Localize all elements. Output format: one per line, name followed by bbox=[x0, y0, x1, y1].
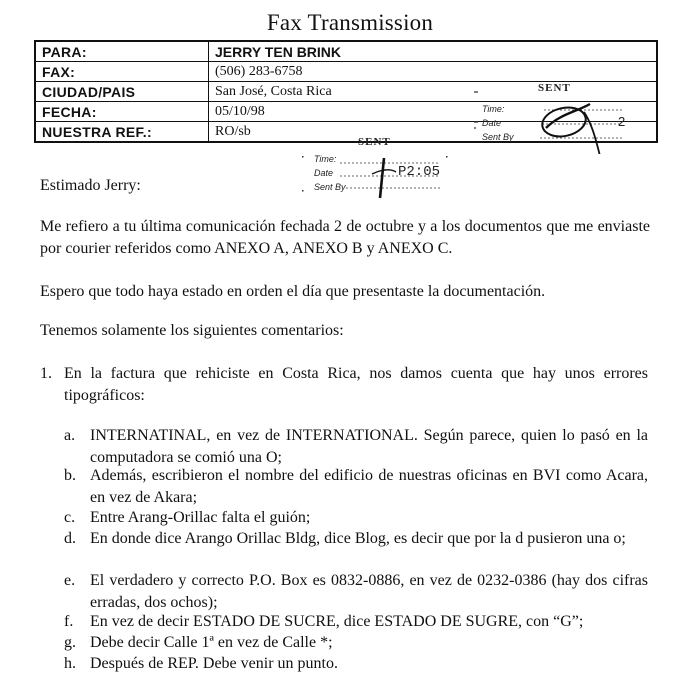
subitem-c-marker: c. bbox=[64, 509, 76, 526]
fax-title: Fax Transmission bbox=[266, 10, 434, 35]
subitem-g-marker: g. bbox=[64, 634, 76, 651]
subitem-g-text: Debe decir Calle 1ª en vez de Calle *; bbox=[90, 634, 333, 651]
subitem-e-text: El verdadero y correcto P.O. Box es 0832-0886, en vez de 0232-0386 (hay dos cifras erradas, dos ochos); bbox=[90, 572, 648, 611]
stamp1-time-label: Time: bbox=[482, 104, 505, 114]
subitem-f-marker: f. bbox=[64, 613, 74, 630]
header-label-fecha: FECHA: bbox=[35, 102, 209, 122]
stamp-scribble-1 bbox=[472, 84, 672, 154]
subitem-a-marker: a. bbox=[64, 427, 76, 444]
stamp2-date-label: Date bbox=[314, 168, 334, 178]
subitem-a-text: INTERNATINAL, en vez de INTERNATIONAL. Según parece, quien lo pasó en la computadora se comió una O; bbox=[90, 427, 648, 466]
header-label-ciudad: CIUDAD/PAIS bbox=[35, 82, 209, 102]
paragraph-2: Espero que todo haya estado en orden el día que presentaste la documentación. bbox=[40, 283, 546, 300]
paragraph-3: Tenemos solamente los siguientes comentarios: bbox=[40, 322, 344, 339]
stamp1-date-label: Date bbox=[482, 118, 502, 128]
list-item-1-text: En la factura que rehiciste en Costa Rica, nos damos cuenta que hay unos errores tipográficos: bbox=[64, 365, 648, 404]
subitem-d-marker: d. bbox=[64, 530, 76, 547]
subitem-f-text: En vez de decir ESTADO DE SUCRE, dice ESTADO DE SUGRE, con “G”; bbox=[90, 613, 584, 630]
greeting: Estimado Jerry: bbox=[40, 177, 141, 194]
header-value-para: JERRY TEN BRINK bbox=[209, 41, 658, 62]
subitem-b-marker: b. bbox=[64, 467, 76, 484]
header-row-para bbox=[35, 41, 657, 62]
subitem-h-text: Después de REP. Debe venir un punto. bbox=[90, 655, 338, 672]
subitem-c-text: Entre Arang-Orillac falta el guión; bbox=[90, 509, 311, 526]
sent-stamp-1 bbox=[472, 84, 672, 154]
stamp1-date-value: 2 bbox=[618, 114, 626, 129]
header-value-ciudad: San José, Costa Rica bbox=[209, 82, 658, 102]
stamp2-date-value: P2:05 bbox=[398, 164, 441, 180]
subitem-b-text: Además, escribieron el nombre del edificio de nuestras oficinas en BVI como Acara, en vez de Akara; bbox=[90, 467, 648, 506]
header-value-fax: (506) 283-6758 bbox=[209, 62, 658, 82]
header-label-para: PARA: bbox=[35, 41, 209, 62]
header-label-fax: FAX: bbox=[35, 62, 209, 82]
header-value-ref: RO/sb bbox=[209, 122, 658, 143]
stamp2-sent-label: SENT bbox=[358, 136, 391, 148]
header-row-fax bbox=[35, 62, 657, 82]
list-item-1-marker: 1. bbox=[40, 365, 52, 382]
paragraph-1: Me refiero a tu última comunicación fechada 2 de octubre y a los documentos que me enviaste por courier referidos como ANEXO A, ANEXO B y ANEXO C. bbox=[40, 218, 650, 257]
header-value-fecha: 05/10/98 bbox=[209, 102, 658, 122]
stamp1-sentby-label: Sent By bbox=[482, 132, 514, 142]
stamp1-sent-label: SENT bbox=[538, 82, 571, 94]
subitem-h-marker: h. bbox=[64, 655, 76, 672]
subitem-d-text: En donde dice Arango Orillac Bldg, dice Blog, es decir que por la d pusieron una o; bbox=[90, 530, 626, 547]
header-label-ref: NUESTRA REF.: bbox=[35, 122, 209, 143]
stamp2-time-label: Time: bbox=[314, 154, 337, 164]
stamp2-sentby-label: Sent By bbox=[314, 182, 346, 192]
subitem-e-marker: e. bbox=[64, 572, 76, 589]
